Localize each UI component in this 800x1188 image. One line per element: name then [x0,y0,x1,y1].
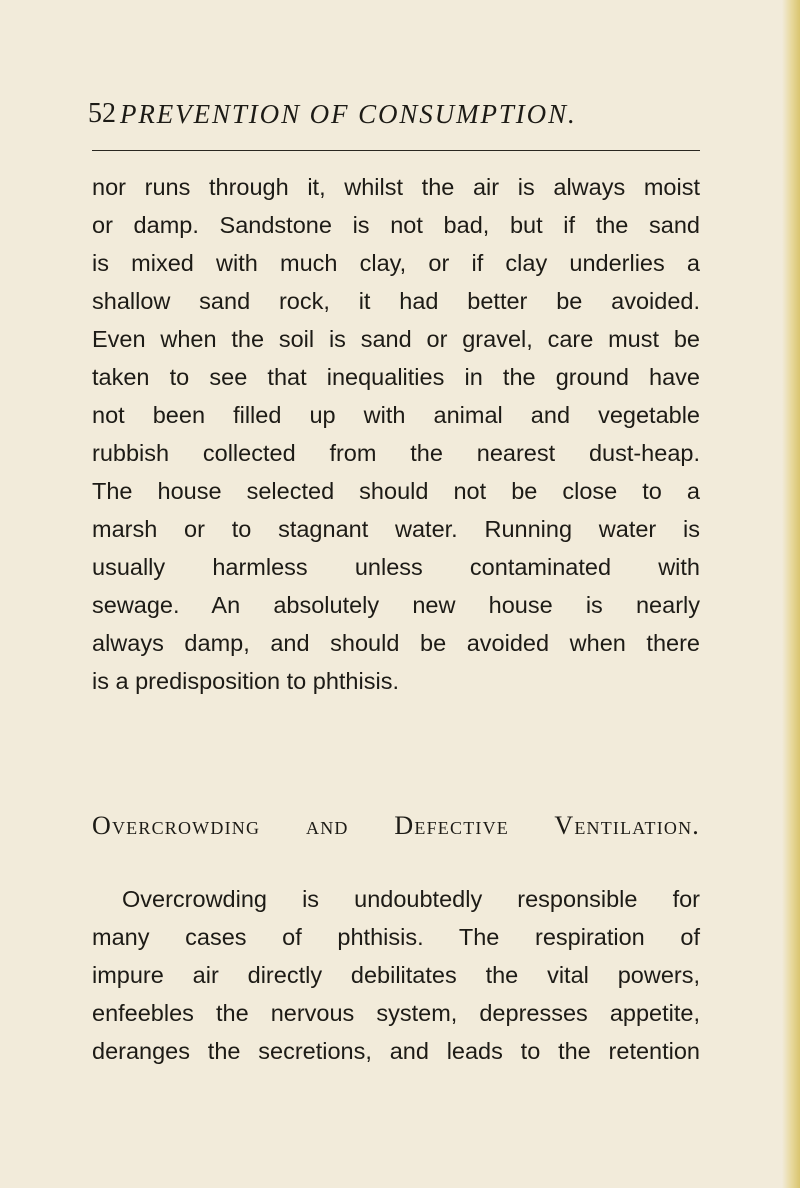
text-line: deranges the secretions, and leads to the retention [92,1038,700,1064]
text-line: enfeebles the nervous system, depresses appetite, [92,1000,700,1026]
paragraph-2 [92,880,700,1070]
page-edge-discoloration [782,0,800,1188]
header-rule [92,150,700,151]
paragraph-1 [92,168,700,700]
text-line: nor runs through it, whilst the air is always moist [92,174,700,200]
page-number: 52 [88,98,116,129]
text-line: Even when the soil is sand or gravel, care must be [92,326,700,352]
text-line: taken to see that inequalities in the ground have [92,364,700,390]
text-line: impure air directly debilitates the vital powers, [92,962,700,988]
text-line: rubbish collected from the nearest dust-heap. [92,440,700,466]
text-line: shallow sand rock, it had better be avoided. [92,288,700,314]
running-header [88,94,700,134]
text-line: sewage. An absolutely new house is nearly [92,592,700,618]
text-line: The house selected should not be close to a [92,478,700,504]
text-line: always damp, and should be avoided when there [92,630,700,656]
text-line: Overcrowding is undoubtedly responsible for [122,886,700,912]
text-line: usually harmless unless contaminated with [92,554,700,580]
section-heading: Overcrowding and Defective Ventilation. [92,811,700,840]
text-line: marsh or to stagnant water. Running water is [92,516,700,542]
text-line: not been filled up with animal and vegetable [92,402,700,428]
text-line: is mixed with much clay, or if clay underlies a [92,250,700,276]
text-line: many cases of phthisis. The respiration of [92,924,700,950]
text-line: is a predisposition to phthisis. [92,668,399,694]
running-title: PREVENTION OF CONSUMPTION. [120,99,577,129]
text-line: or damp. Sandstone is not bad, but if the sand [92,212,700,238]
